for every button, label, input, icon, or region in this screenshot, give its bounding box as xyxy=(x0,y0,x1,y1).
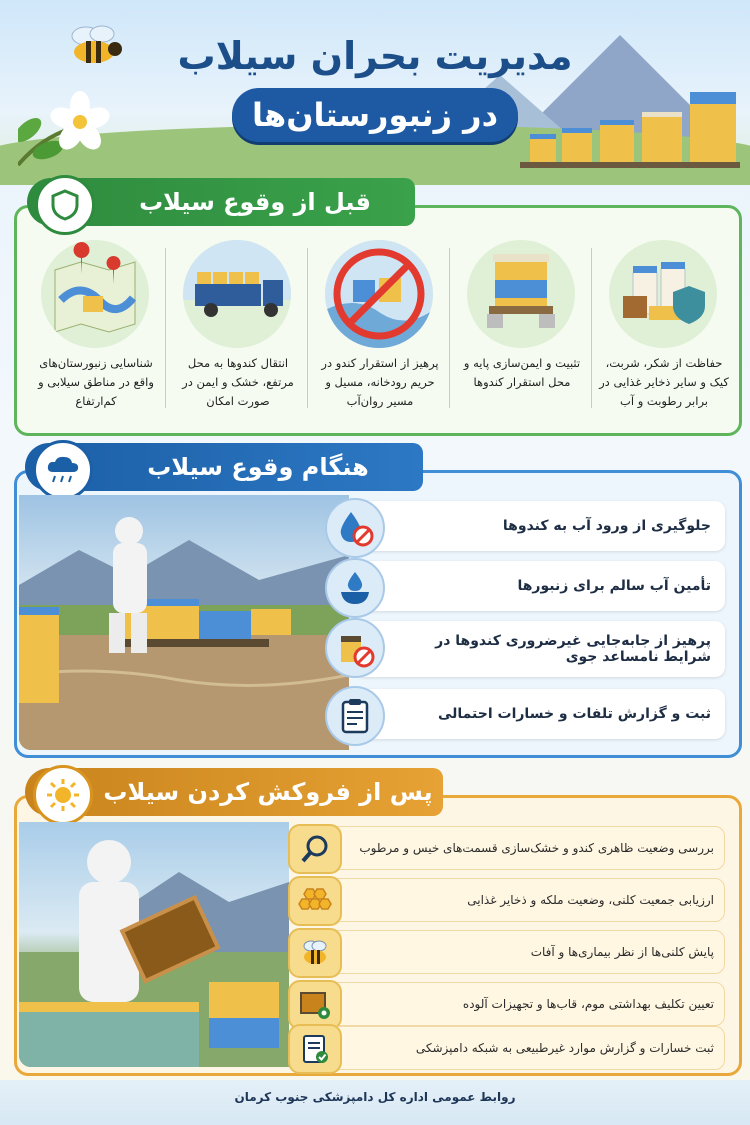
no-water-drop-icon xyxy=(325,498,385,558)
during-item-row xyxy=(355,501,725,551)
before-item-card xyxy=(313,236,447,426)
after-item-row xyxy=(313,930,725,974)
report-check-icon xyxy=(288,1024,342,1074)
truck-with-hives-icon xyxy=(183,240,291,348)
divider xyxy=(449,248,450,408)
hive-on-stand-icon xyxy=(467,240,575,348)
after-item-text: ارزیابی جمعیت کلنی، وضعیت ملکه و ذخایر غذایی xyxy=(467,893,714,907)
section-after-flood xyxy=(14,778,742,1076)
after-item-text: ثبت خسارات و گزارش موارد غیرطبیعی به شبکه دامپزشکی xyxy=(415,1041,714,1055)
page-subtitle: در زنبورستان‌ها xyxy=(251,96,499,134)
footer xyxy=(0,1080,750,1125)
after-item-row xyxy=(313,982,725,1026)
section-during-title: هنگام وقوع سیلاب xyxy=(147,453,369,481)
no-hives-near-river-icon xyxy=(325,240,433,348)
rain-cloud-icon xyxy=(33,440,93,500)
honeycomb-icon xyxy=(288,876,342,926)
during-item-text: ثبت و گزارش تلفات و خسارات احتمالی xyxy=(437,706,711,722)
before-item-text: پرهیز از استقرار کندو در حریم رودخانه، مسیل و مسیر روان‌آب xyxy=(321,356,439,408)
bee-icon xyxy=(288,928,342,978)
before-item-card xyxy=(29,236,163,426)
divider xyxy=(307,248,308,408)
flooded-apiary-photo xyxy=(19,495,349,750)
map-pins-icon xyxy=(41,240,149,348)
after-item-row xyxy=(313,878,725,922)
beekeeper-inspecting-frame-photo xyxy=(19,822,289,1067)
after-item-row xyxy=(313,1026,725,1070)
before-item-card xyxy=(171,236,305,426)
during-item-row xyxy=(355,689,725,739)
before-item-text: انتقال کندوها به محل مرتفع، خشک و ایمن در صورت امکان xyxy=(182,356,294,408)
before-item-card xyxy=(597,236,731,426)
during-item-row xyxy=(355,621,725,677)
before-item-text: تثبیت و ایمن‌سازی پایه و محل استقرار کندوها xyxy=(463,356,581,389)
flower-icon xyxy=(18,70,128,170)
section-after-title: پس از فروکش کردن سیلاب xyxy=(103,778,433,806)
after-item-row xyxy=(313,826,725,870)
frame-gear-icon xyxy=(288,980,342,1030)
section-after-header xyxy=(25,768,443,816)
after-item-text: پایش کلنی‌ها از نظر بیماری‌ها و آفات xyxy=(530,945,714,959)
before-item-text: شناسایی زنبورستان‌های واقع در مناطق سیلابی و کم‌ارتفاع xyxy=(38,356,154,408)
hives-illustration xyxy=(520,90,740,185)
water-bowl-icon xyxy=(325,558,385,618)
section-during-flood xyxy=(14,453,742,758)
sun-icon xyxy=(33,765,93,825)
before-item-text: حفاظت از شکر، شربت، کیک و سایر ذخایر غذایی در برابر رطوبت و آب xyxy=(599,356,729,408)
after-item-text: بررسی وضعیت ظاهری کندو و خشک‌سازی قسمت‌های خیس و مرطوب xyxy=(359,841,714,855)
during-item-text: پرهیز از جابه‌جایی غیرضروری کندوها در شرایط نامساعد جوی xyxy=(435,633,711,665)
section-before-title: قبل از وقوع سیلاب xyxy=(139,188,371,216)
after-item-text: تعیین تکلیف بهداشتی موم، قاب‌ها و تجهیزات آلوده xyxy=(462,997,714,1011)
section-before-header xyxy=(27,178,415,226)
section-before-flood xyxy=(14,188,742,436)
page-title: مدیریت بحران سیلاب xyxy=(177,34,573,78)
header-banner xyxy=(0,0,750,185)
before-item-card xyxy=(455,236,589,426)
during-item-row xyxy=(355,561,725,611)
food-storage-jars-icon xyxy=(609,240,717,348)
section-during-header xyxy=(25,443,423,491)
divider xyxy=(165,248,166,408)
footer-credit: روابط عمومی اداره کل دامپزشکی جنوب کرمان xyxy=(234,1090,516,1104)
shield-icon xyxy=(35,175,95,235)
subtitle-pill xyxy=(232,88,518,142)
magnifier-icon xyxy=(288,824,342,874)
during-item-text: جلوگیری از ورود آب به کندوها xyxy=(502,518,711,534)
during-item-text: تأمین آب سالم برای زنبورها xyxy=(517,578,711,594)
divider xyxy=(591,248,592,408)
clipboard-icon xyxy=(325,686,385,746)
no-move-hive-icon xyxy=(325,618,385,678)
